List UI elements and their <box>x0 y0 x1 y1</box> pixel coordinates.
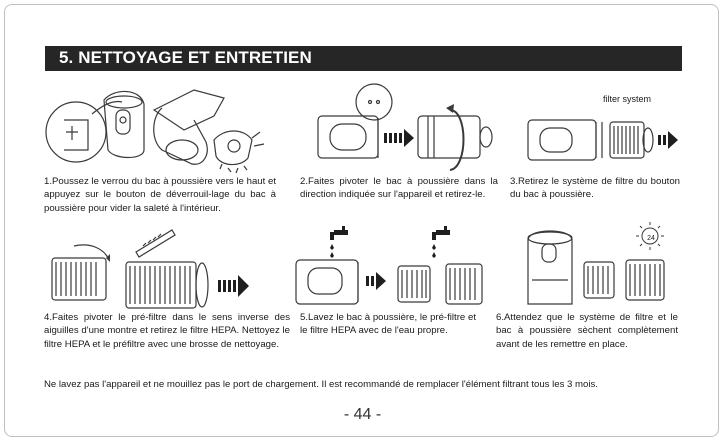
step-1-text: 1.Poussez le verrou du bac à poussière vers le haut et appuyez sur le bouton de déverrouil-lage du bac à poussière pour vider la saleté à l'intérieur. <box>44 176 276 214</box>
step-5-text: 5.Lavez le bac à poussière, le pré-filtre et le filtre HEPA avec de l'eau propre. <box>300 312 476 337</box>
forward-arrow-icon <box>218 275 249 297</box>
step1-illustration <box>44 80 274 175</box>
filter-system-label: filter system <box>603 94 652 104</box>
forward-arrow-icon <box>366 272 386 290</box>
water-tap-icon <box>432 226 450 258</box>
forward-arrow-icon <box>658 131 678 149</box>
step3-illustration <box>520 100 690 175</box>
step-4-text: 4.Faites pivoter le pré-filtre dans le sens inverse des aiguilles d'une montre et retirez le filtre HEPA. Nettoyez le filtre HEPA et le préfiltre avec une brosse de nettoyage. <box>44 312 290 350</box>
rotate-arrow-icon <box>450 110 464 170</box>
step-2-text: 2.Faites pivoter le bac à poussière dans la direction indiquée sur l'appareil et retirez-le. <box>300 176 498 201</box>
section-title: 5. NETTOYAGE ET ENTRETIEN <box>59 48 312 67</box>
step6-illustration <box>520 220 690 314</box>
water-tap-icon <box>330 226 348 258</box>
timer-badge: 24 <box>647 235 655 242</box>
footer-note: Ne lavez pas l'appareil et ne mouillez pas le port de chargement. Il est recommandé de remplacer l'élément filtrant tous les 3 mois. <box>44 379 598 390</box>
step2-illustration <box>310 78 500 173</box>
step4-illustration <box>44 224 284 314</box>
forward-arrow-icon <box>384 129 414 147</box>
step-6-text: 6.Attendez que le système de filtre et le bac à poussière sèchent complètement avant de les remettre en place. <box>496 312 678 350</box>
step5-illustration <box>290 224 490 314</box>
page-number: - 44 - <box>343 406 382 423</box>
brush-icon <box>136 230 175 257</box>
section-header <box>45 46 682 71</box>
step-3-text: 3.Retirez le système de filtre du bouton du bac à poussière. <box>510 176 680 201</box>
